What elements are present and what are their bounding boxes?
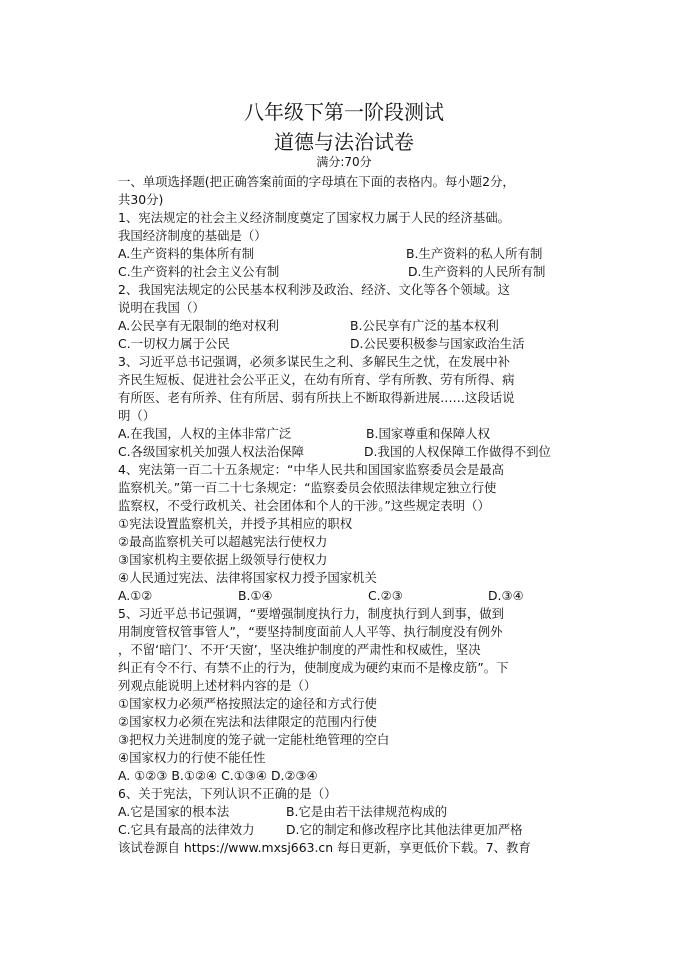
option-a: A.在我国，人权的主体非常广泛 bbox=[118, 426, 292, 441]
question-3-options-ab bbox=[118, 425, 574, 443]
question-4-statement-2: ②最高监察机关可以超越宪法行使权力 bbox=[118, 534, 328, 549]
option-a: A.它是国家的根本法 bbox=[118, 804, 230, 819]
question-2-options-ab bbox=[118, 317, 574, 335]
option-c: C.一切权力属于公民 bbox=[118, 336, 230, 351]
question-3-stem-cont: 有所医、老有所养、住有所居、弱有所扶上不断取得新进展……这段话说 bbox=[118, 390, 515, 405]
exam-title: 八年级下第一阶段测试 bbox=[244, 100, 444, 124]
question-4-stem: 4、宪法第一百二十五条规定：“中华人民共和国国家监察委员会是最高 bbox=[118, 462, 505, 477]
question-5-statement-1: ①国家权力必须严格按照法定的途径和方式行使 bbox=[118, 696, 377, 711]
exam-subtitle: 道德与法治试卷 bbox=[274, 130, 414, 154]
question-4-options bbox=[118, 587, 574, 605]
question-2-options-cd bbox=[118, 335, 574, 353]
question-5-statement-4: ④国家权力的行使不能任性 bbox=[118, 750, 266, 765]
option-b: B.国家尊重和保障人权 bbox=[366, 426, 490, 441]
option-b: B.它是由若干法律规范构成的 bbox=[286, 804, 448, 819]
section-heading: 一、单项选择题(把正确答案前面的字母填在下面的表格内。每小题2分， bbox=[118, 174, 515, 189]
question-5-stem-cont: ，不留‘暗门’、不开‘天窗’，坚决维护制度的严肃性和权威性，坚决 bbox=[118, 642, 481, 657]
question-4-statement-4: ④人民通过宪法、法律将国家权力授予国家机关 bbox=[118, 570, 377, 585]
question-1-options-ab bbox=[118, 245, 574, 263]
option-a: A.公民享有无限制的绝对权利 bbox=[118, 318, 279, 333]
option-c: C.②③ bbox=[368, 588, 403, 603]
option-d: D.我国的人权保障工作做得不到位 bbox=[364, 444, 551, 459]
question-6-options-ab bbox=[118, 803, 574, 821]
option-b: B.①④ bbox=[238, 588, 273, 603]
question-3-options-cd bbox=[118, 443, 574, 461]
question-4-statement-1: ①宪法设置监察机关，并授予其相应的职权 bbox=[118, 516, 353, 531]
question-2-stem: 2、我国宪法规定的公民基本权利涉及政治、经济、文化等各个领域。这 bbox=[118, 282, 510, 297]
option-a: A.①② bbox=[118, 588, 153, 603]
exam-body bbox=[118, 173, 574, 857]
question-2-stem-cont: 说明在我国（） bbox=[118, 300, 205, 315]
question-3-stem-cont: 明（） bbox=[118, 408, 156, 423]
option-b: B.公民享有广泛的基本权利 bbox=[350, 318, 499, 333]
question-3-stem-cont: 齐民生短板、促进社会公平正义，在幼有所育、学有所教、劳有所得、病 bbox=[118, 372, 515, 387]
option-d: D.③④ bbox=[488, 588, 524, 603]
question-5-stem: 5、习近平总书记强调，“要增强制度执行力，制度执行到人到事，做到 bbox=[118, 606, 505, 621]
option-d: D.公民要积极参与国家政治生活 bbox=[350, 336, 525, 351]
question-1-stem-cont: 我国经济制度的基础是（） bbox=[118, 228, 267, 243]
question-1-options-cd bbox=[118, 263, 574, 281]
question-4-statement-3: ③国家机构主要依据上级领导行使权力 bbox=[118, 552, 328, 567]
question-5-stem-cont: 纠正有令不行、有禁不止的行为，使制度成为硬约束而不是橡皮筋”。下 bbox=[118, 660, 509, 675]
option-c: C.它具有最高的法律效力 bbox=[118, 822, 255, 837]
question-5-stem-cont: 列观点能说明上述材料内容的是（） bbox=[118, 678, 317, 693]
option-a: A.生产资料的集体所有制 bbox=[118, 246, 255, 261]
question-4-stem-cont: 监察权，不受行政机关、社会团体和个人的干涉。”这些规定表明（） bbox=[118, 498, 490, 513]
option-d: D.生产资料的人民所有制 bbox=[408, 264, 546, 279]
question-4-stem-cont: 监察机关。”第一百二十七条规定：“监察委员会依照法律规定独立行使 bbox=[118, 480, 497, 495]
question-3-stem: 3、习近平总书记强调，必须多谋民生之利、多解民生之忧，在发展中补 bbox=[118, 354, 510, 369]
question-5-stem-cont: 用制度管权管事管人”，“要坚持制度面前人人平等、执行制度没有例外 bbox=[118, 624, 503, 639]
option-b: B.生产资料的私人所有制 bbox=[406, 246, 543, 261]
option-d: D.它的制定和修改程序比其他法律更加严格 bbox=[286, 822, 523, 837]
source-footer: 该试卷源自 https://www.mxsj663.cn 每日更新，享更低价下载。7、教育 bbox=[118, 840, 531, 855]
question-5-statement-2: ②国家权力必须在宪法和法律限定的范围内行使 bbox=[118, 714, 377, 729]
option-c: C.生产资料的社会主义公有制 bbox=[118, 264, 280, 279]
option-c: C.各级国家机关加强人权法治保障 bbox=[118, 444, 305, 459]
question-6-options-cd bbox=[118, 821, 574, 839]
question-6-stem: 6、关于宪法，下列认识不正确的是（） bbox=[118, 786, 337, 801]
question-5-options: A. ①②③ B.①②④ C.①③④ D.②③④ bbox=[118, 768, 318, 783]
question-1-stem: 1、宪法规定的社会主义经济制度奠定了国家权力属于人民的经济基础。 bbox=[118, 210, 510, 225]
question-5-statement-3: ③把权力关进制度的笼子就一定能杜绝管理的空白 bbox=[118, 732, 390, 747]
section-heading-cont: 共30分) bbox=[118, 192, 164, 207]
score-line: 满分:70分 bbox=[316, 155, 372, 169]
